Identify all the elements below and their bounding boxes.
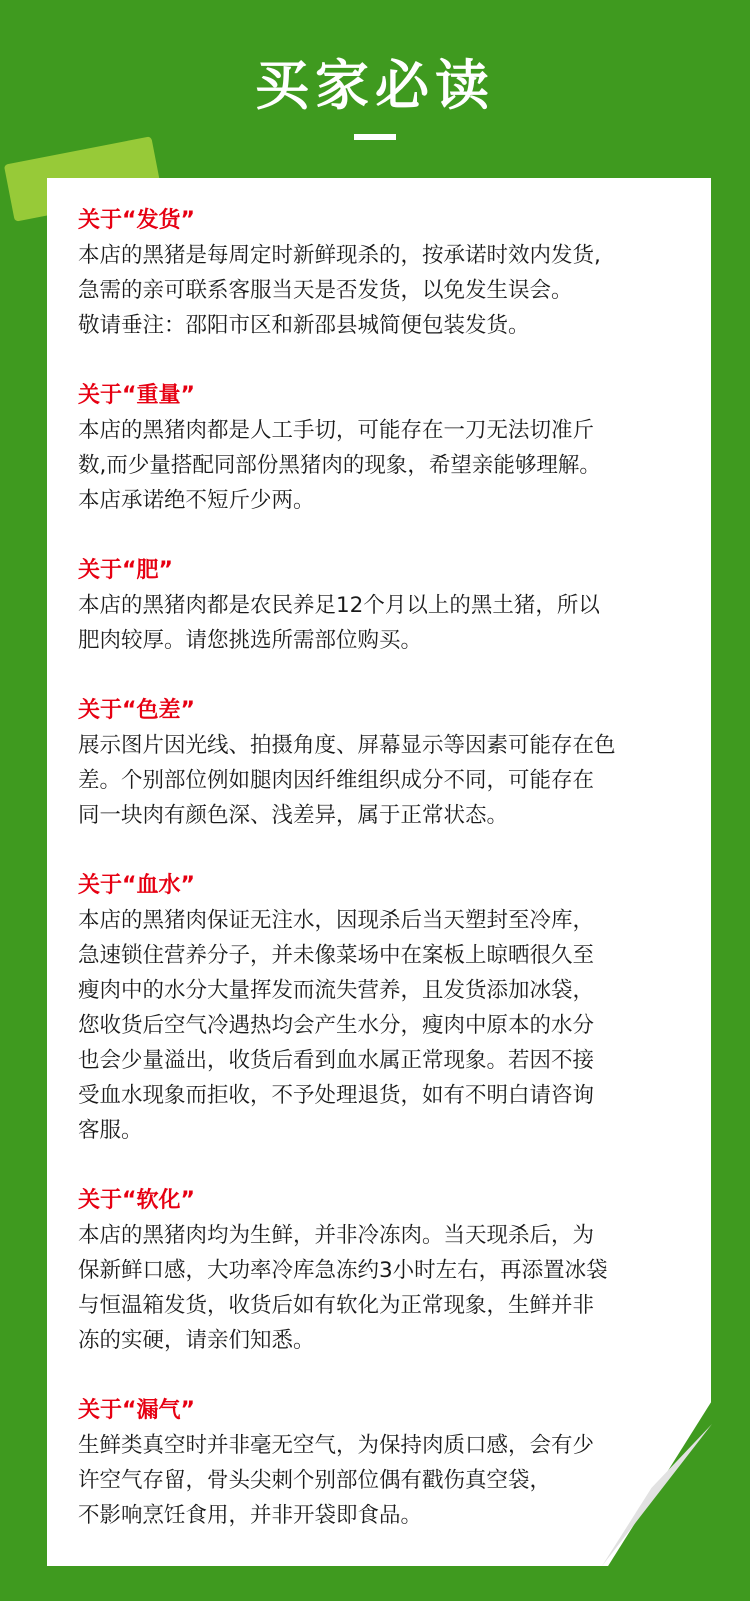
notice-section <box>78 1393 698 1533</box>
notice-section <box>78 203 698 343</box>
section-heading: 关于“重量” <box>78 383 195 408</box>
section-text-line: 许空气存留，骨头尖刺个别部位偶有戳伤真空袋， <box>78 1468 552 1493</box>
notice-section <box>78 693 698 833</box>
notice-section <box>78 868 698 1148</box>
section-text-line: 急速锁住营养分子，并未像菜场中在案板上晾晒很久至 <box>78 943 595 968</box>
section-text-line: 本店的黑猪肉保证无注水，因现杀后当天塑封至冷库， <box>78 908 595 933</box>
section-text-line: 与恒温箱发货，收货后如有软化为正常现象，生鲜并非 <box>78 1293 595 1318</box>
section-heading: 关于“肥” <box>78 558 173 583</box>
section-text-line: 不影响烹饪食用，并非开袋即食品。 <box>78 1503 423 1528</box>
section-text-line: 瘦肉中的水分大量挥发而流失营养，且发货添加冰袋， <box>78 978 595 1003</box>
section-text-line: 本店承诺绝不短斤少两。 <box>78 488 315 513</box>
section-text-line: 展示图片因光线、拍摄角度、屏幕显示等因素可能存在色 <box>78 733 616 758</box>
section-text-line: 肥肉较厚。请您挑选所需部位购买。 <box>78 628 423 653</box>
section-text-line: 同一块肉有颜色深、浅差异，属于正常状态。 <box>78 803 509 828</box>
section-heading: 关于“血水” <box>78 873 195 898</box>
page-title: 买家必读 <box>255 54 495 117</box>
notice-section <box>78 378 698 518</box>
section-text-line: 数,而少量搭配同部份黑猪肉的现象，希望亲能够理解。 <box>78 453 601 478</box>
section-text-line: 保新鲜口感，大功率冷库急冻约3小时左右，再添置冰袋 <box>78 1258 608 1283</box>
section-text-line: 生鲜类真空时并非毫无空气，为保持肉质口感，会有少 <box>78 1433 595 1458</box>
section-heading: 关于“色差” <box>78 698 195 723</box>
section-text-line: 也会少量溢出，收货后看到血水属正常现象。若因不接 <box>78 1048 595 1073</box>
section-text-line: 敬请垂注：邵阳市区和新邵县城简便包装发货。 <box>78 313 530 338</box>
section-text-line: 本店的黑猪肉都是人工手切，可能存在一刀无法切准斤 <box>78 418 595 443</box>
section-text-line: 您收货后空气冷遇热均会产生水分，瘦肉中原本的水分 <box>78 1013 595 1038</box>
section-heading: 关于“软化” <box>78 1188 195 1213</box>
section-text-line: 急需的亲可联系客服当天是否发货，以免发生误会。 <box>78 278 573 303</box>
section-text-line: 客服。 <box>78 1118 143 1143</box>
section-text-line: 本店的黑猪是每周定时新鲜现杀的，按承诺时效内发货, <box>78 243 601 268</box>
notice-section <box>78 1183 698 1358</box>
section-text-line: 差。个别部位例如腿肉因纤维组织成分不同，可能存在 <box>78 768 595 793</box>
section-text-line: 本店的黑猪肉均为生鲜，并非冷冻肉。当天现杀后，为 <box>78 1223 595 1248</box>
title-underline <box>354 134 396 140</box>
section-text-line: 本店的黑猪肉都是农民养足12个月以上的黑土猪，所以 <box>78 593 600 618</box>
section-text-line: 受血水现象而拒收，不予处理退货，如有不明白请咨询 <box>78 1083 595 1108</box>
section-text-line: 冻的实硬，请亲们知悉。 <box>78 1328 315 1353</box>
section-heading: 关于“漏气” <box>78 1398 195 1423</box>
notice-content <box>78 203 698 1568</box>
notice-section <box>78 553 698 658</box>
section-heading: 关于“发货” <box>78 208 195 233</box>
